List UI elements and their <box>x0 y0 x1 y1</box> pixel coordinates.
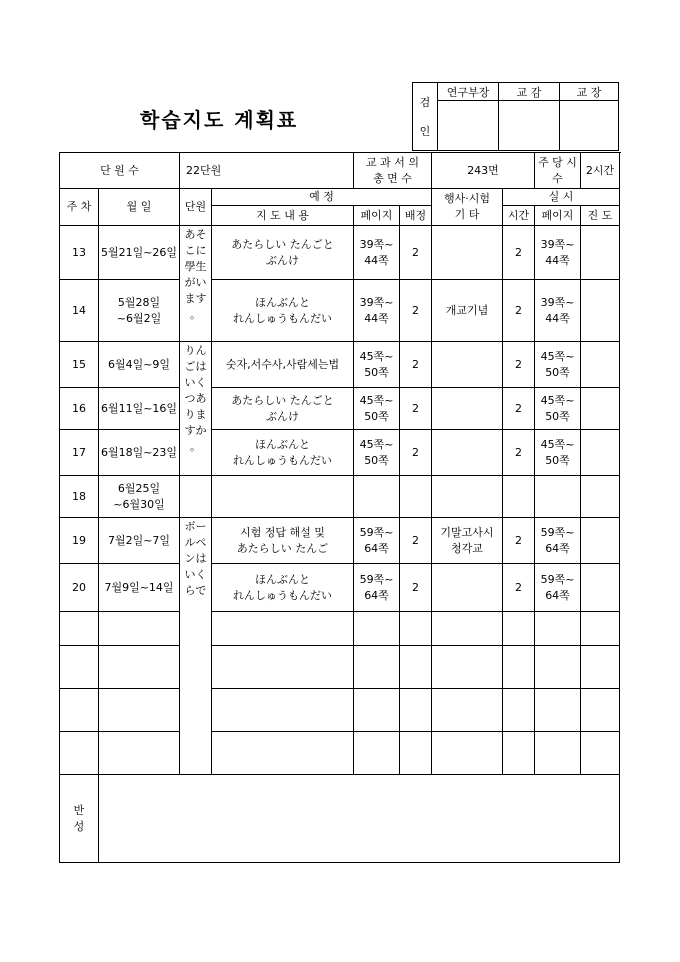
actual-page-cell: 59쪽~ 64쪽 <box>535 564 581 612</box>
table-row <box>60 388 620 430</box>
progress-cell[interactable] <box>581 430 620 476</box>
lesson-plan-table <box>59 152 620 863</box>
actual-page-cell: 39쪽~ 44쪽 <box>535 280 581 342</box>
empty-row <box>60 612 620 646</box>
table-row <box>60 226 620 280</box>
unit-cell-empty <box>180 476 212 518</box>
hours-cell: 2 <box>503 226 535 280</box>
approval-stamp-vice[interactable] <box>499 101 560 151</box>
content-cell: ほんぶんと れんしゅうもんだい <box>212 280 354 342</box>
approval-stamp-principal[interactable] <box>560 101 619 151</box>
pages-value: 243면 <box>432 153 535 189</box>
hours-cell: 2 <box>503 430 535 476</box>
table-row <box>60 280 620 342</box>
event-cell <box>432 430 503 476</box>
event-cell: 기말고사시 청각교 <box>432 518 503 564</box>
reflection-area[interactable] <box>99 775 620 863</box>
unit-cell: りん ごは いく つあ りま すか 。 <box>180 342 212 476</box>
hours-cell: 2 <box>503 564 535 612</box>
alloc-cell: 2 <box>400 342 432 388</box>
table-row <box>60 518 620 564</box>
week-cell: 13 <box>60 226 99 280</box>
approval-label: 검 인 <box>413 83 438 151</box>
weekly-hours-value: 2시간 <box>581 153 620 189</box>
weekly-hours-label: 주 당 시 수 <box>535 153 581 189</box>
page-cell: 45쪽~ 50쪽 <box>354 430 400 476</box>
header-row-1 <box>60 189 620 206</box>
empty-row <box>60 689 620 732</box>
date-cell: 6월25일 ~6월30일 <box>99 476 180 518</box>
pages-label: 교 과 서 의 총 면 수 <box>354 153 432 189</box>
week-cell: 19 <box>60 518 99 564</box>
event-cell <box>432 388 503 430</box>
approval-stamp-research[interactable] <box>438 101 499 151</box>
alloc-cell <box>400 476 432 518</box>
date-cell: 6월4일~9일 <box>99 342 180 388</box>
approval-header-research: 연구부장 <box>438 83 499 101</box>
date-cell: 6월18일~23일 <box>99 430 180 476</box>
approval-header-principal: 교 장 <box>560 83 619 101</box>
header-progress: 진 도 <box>581 206 620 226</box>
actual-page-cell: 59쪽~ 64쪽 <box>535 518 581 564</box>
header-alloc: 배정 <box>400 206 432 226</box>
progress-cell[interactable] <box>581 342 620 388</box>
table-row <box>60 564 620 612</box>
header-page: 페이지 <box>354 206 400 226</box>
unit-cell: あそ こに 學生 がい ます 。 <box>180 226 212 342</box>
header-plan: 예 정 <box>212 189 432 206</box>
hours-cell: 2 <box>503 342 535 388</box>
hours-cell: 2 <box>503 518 535 564</box>
event-cell: 개교기념 <box>432 280 503 342</box>
table-row <box>60 342 620 388</box>
reflection-row <box>60 775 620 863</box>
header-actual-page: 페이지 <box>535 206 581 226</box>
unit-count-label: 단 원 수 <box>60 153 180 189</box>
progress-cell[interactable] <box>581 226 620 280</box>
actual-page-cell <box>535 476 581 518</box>
date-cell: 7월9일~14일 <box>99 564 180 612</box>
actual-page-cell: 45쪽~ 50쪽 <box>535 342 581 388</box>
header-month-day: 월 일 <box>99 189 180 226</box>
table-row <box>60 476 620 518</box>
unit-count-value <box>180 153 354 189</box>
content-cell: ほんぶんと れんしゅうもんだい <box>212 430 354 476</box>
header-event: 행사·시험 기 타 <box>432 189 503 226</box>
header-content: 지 도 내 용 <box>212 206 354 226</box>
page-cell <box>354 476 400 518</box>
hours-cell <box>503 476 535 518</box>
actual-page-cell: 45쪽~ 50쪽 <box>535 430 581 476</box>
hours-cell: 2 <box>503 388 535 430</box>
approval-header-vice: 교 감 <box>499 83 560 101</box>
header-actual: 실 시 <box>503 189 620 206</box>
alloc-cell: 2 <box>400 430 432 476</box>
date-cell: 6월11일~16일 <box>99 388 180 430</box>
content-cell: 시험 정답 해설 및 あたらしい たんご <box>212 518 354 564</box>
table-row <box>60 430 620 476</box>
content-cell: あたらしい たんごと ぶんけ <box>212 388 354 430</box>
event-cell <box>432 564 503 612</box>
empty-row <box>60 646 620 689</box>
page-cell: 59쪽~ 64쪽 <box>354 518 400 564</box>
date-cell: 7월2일~7일 <box>99 518 180 564</box>
alloc-cell: 2 <box>400 564 432 612</box>
reflection-label: 반 성 <box>60 775 99 863</box>
progress-cell[interactable] <box>581 388 620 430</box>
page-cell: 45쪽~ 50쪽 <box>354 342 400 388</box>
event-cell <box>432 476 503 518</box>
actual-page-cell: 45쪽~ 50쪽 <box>535 388 581 430</box>
content-cell <box>212 476 354 518</box>
page-cell: 59쪽~ 64쪽 <box>354 564 400 612</box>
event-cell <box>432 226 503 280</box>
summary-row <box>60 153 620 189</box>
week-cell: 14 <box>60 280 99 342</box>
header-unit: 단원 <box>180 189 212 226</box>
content-cell: あたらしい たんごと ぶんけ <box>212 226 354 280</box>
progress-cell[interactable] <box>581 518 620 564</box>
page-cell: 39쪽~ 44쪽 <box>354 226 400 280</box>
alloc-cell: 2 <box>400 388 432 430</box>
empty-row <box>60 732 620 775</box>
week-cell: 17 <box>60 430 99 476</box>
unit-cell: ボー ルペ ンは いく らで <box>180 518 212 775</box>
week-cell: 20 <box>60 564 99 612</box>
header-week: 주 차 <box>60 189 99 226</box>
header-hours: 시간 <box>503 206 535 226</box>
content-cell: 숫자,서수사,사람세는법 <box>212 342 354 388</box>
content-cell: ほんぶんと れんしゅうもんだい <box>212 564 354 612</box>
alloc-cell: 2 <box>400 518 432 564</box>
progress-cell[interactable] <box>581 564 620 612</box>
approval-box <box>412 82 619 151</box>
week-cell: 15 <box>60 342 99 388</box>
alloc-cell: 2 <box>400 280 432 342</box>
alloc-cell: 2 <box>400 226 432 280</box>
event-cell <box>432 342 503 388</box>
week-cell: 16 <box>60 388 99 430</box>
actual-page-cell: 39쪽~ 44쪽 <box>535 226 581 280</box>
hours-cell: 2 <box>503 280 535 342</box>
page-cell: 39쪽~ 44쪽 <box>354 280 400 342</box>
week-cell: 18 <box>60 476 99 518</box>
date-cell: 5월28일 ~6월2일 <box>99 280 180 342</box>
progress-cell[interactable] <box>581 476 620 518</box>
page-cell: 45쪽~ 50쪽 <box>354 388 400 430</box>
unit-count-value-text: 22단원 <box>186 163 222 177</box>
date-cell: 5월21일~26일 <box>99 226 180 280</box>
progress-cell[interactable] <box>581 280 620 342</box>
page-title: 학습지도 계획표 <box>140 108 299 132</box>
